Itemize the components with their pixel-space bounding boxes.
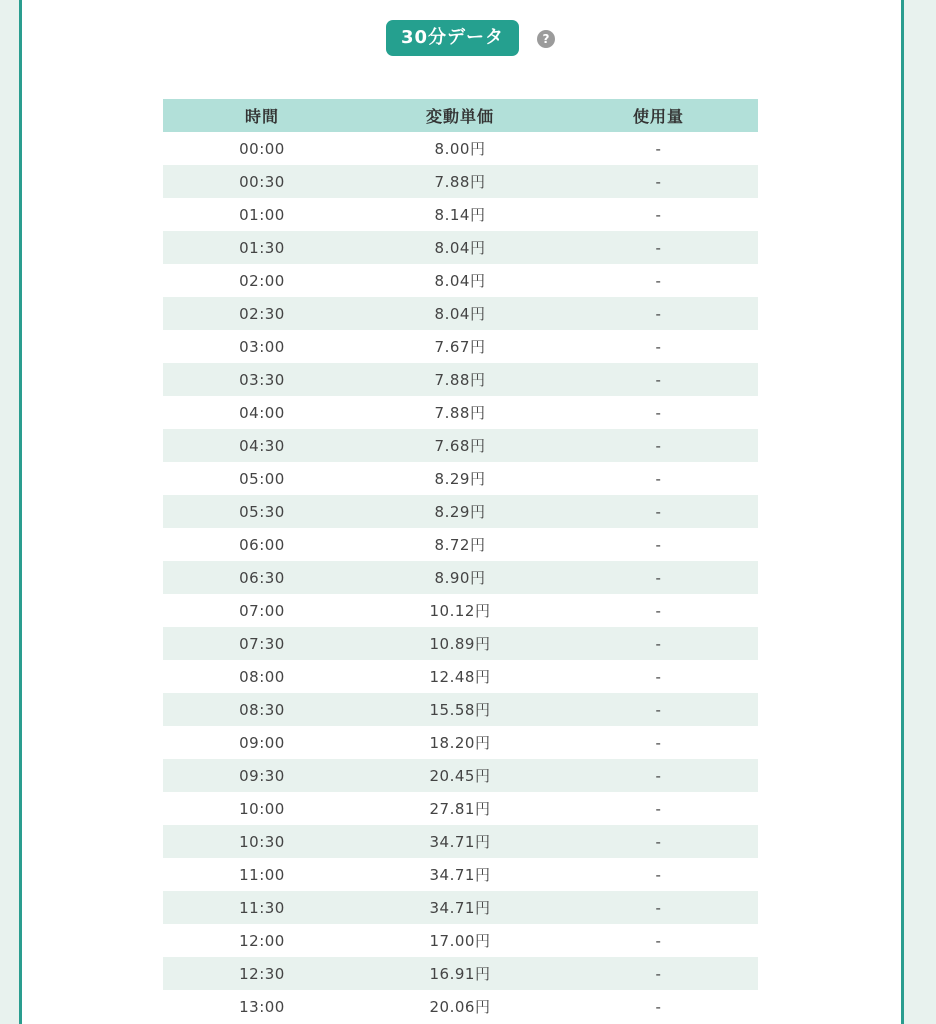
- table-header: [163, 99, 758, 132]
- time-cell: 03:00: [239, 337, 285, 356]
- usage-cell: -: [655, 139, 662, 158]
- time-cell: 00:30: [163, 165, 361, 198]
- table-row: [163, 858, 758, 891]
- usage-cell: -: [655, 799, 662, 818]
- time-cell: 10:30: [163, 825, 361, 858]
- time-cell: 06:30: [163, 561, 361, 594]
- time-cell: 09:00: [239, 733, 285, 752]
- question-circle-icon[interactable]: ?: [537, 30, 555, 48]
- time-cell: 03:30: [163, 363, 361, 396]
- table-row: [163, 297, 758, 330]
- table-row: [163, 594, 758, 627]
- table-row: [163, 891, 758, 924]
- table-row: [163, 396, 758, 429]
- price-cell: 7.88円: [434, 404, 486, 422]
- table-row: [163, 330, 758, 363]
- usage-cell: -: [655, 601, 662, 620]
- price-cell: 18.20円: [429, 734, 491, 752]
- usage-cell: -: [655, 205, 662, 224]
- table-row: [163, 957, 758, 990]
- time-cell: 11:00: [239, 865, 285, 884]
- table-row: [163, 528, 758, 561]
- price-cell: 16.91円: [361, 957, 559, 990]
- time-cell: 05:30: [163, 495, 361, 528]
- table-row: [163, 198, 758, 231]
- price-cell: 10.89円: [361, 627, 559, 660]
- price-cell: 8.04円: [361, 297, 559, 330]
- table-row: [163, 561, 758, 594]
- header-usage: 使用量: [559, 99, 758, 132]
- table-row: [163, 990, 758, 1023]
- price-cell: 34.71円: [361, 891, 559, 924]
- price-cell: 12.48円: [429, 668, 491, 686]
- usage-cell: -: [655, 469, 662, 488]
- time-cell: 00:00: [239, 139, 285, 158]
- price-cell: 8.04円: [361, 231, 559, 264]
- time-cell: 05:00: [239, 469, 285, 488]
- time-cell: 07:30: [163, 627, 361, 660]
- table-body: [163, 132, 758, 1023]
- price-cell: 8.04円: [434, 272, 486, 290]
- usage-cell: -: [655, 403, 662, 422]
- usage-cell: -: [559, 561, 758, 594]
- time-cell: 04:00: [239, 403, 285, 422]
- usage-cell: -: [655, 535, 662, 554]
- usage-cell: -: [559, 165, 758, 198]
- price-cell: 20.06円: [429, 998, 491, 1016]
- header-time: 時間: [163, 99, 361, 132]
- price-cell: 7.88円: [361, 165, 559, 198]
- price-cell: 8.29円: [434, 470, 486, 488]
- table-row: [163, 660, 758, 693]
- price-cell: 7.68円: [361, 429, 559, 462]
- price-table: [163, 99, 758, 1023]
- table-row: [163, 924, 758, 957]
- table-row: [163, 693, 758, 726]
- time-cell: 08:00: [239, 667, 285, 686]
- time-cell: 06:00: [239, 535, 285, 554]
- time-cell: 02:30: [163, 297, 361, 330]
- price-cell: 15.58円: [361, 693, 559, 726]
- usage-cell: -: [559, 627, 758, 660]
- section-header: [22, 20, 901, 56]
- table-row: [163, 462, 758, 495]
- usage-cell: -: [655, 271, 662, 290]
- usage-cell: -: [559, 891, 758, 924]
- table-row: [163, 759, 758, 792]
- usage-cell: -: [559, 429, 758, 462]
- usage-cell: -: [559, 957, 758, 990]
- price-cell: 7.67円: [434, 338, 486, 356]
- price-cell: 17.00円: [429, 932, 491, 950]
- usage-cell: -: [559, 825, 758, 858]
- time-cell: 12:00: [239, 931, 285, 950]
- time-cell: 09:30: [163, 759, 361, 792]
- table-header-row: [163, 99, 758, 132]
- price-cell: 27.81円: [429, 800, 491, 818]
- table-row: [163, 627, 758, 660]
- usage-cell: -: [559, 297, 758, 330]
- table-row: [163, 429, 758, 462]
- usage-cell: -: [655, 337, 662, 356]
- table-row: [163, 825, 758, 858]
- usage-cell: -: [559, 231, 758, 264]
- section-title-badge: 30分データ: [386, 20, 519, 56]
- usage-cell: -: [559, 759, 758, 792]
- time-cell: 11:30: [163, 891, 361, 924]
- time-cell: 02:00: [239, 271, 285, 290]
- price-cell: 7.88円: [361, 363, 559, 396]
- time-cell: 01:00: [239, 205, 285, 224]
- price-cell: 8.00円: [434, 140, 486, 158]
- table-row: [163, 726, 758, 759]
- time-cell: 12:30: [163, 957, 361, 990]
- time-cell: 01:30: [163, 231, 361, 264]
- table-row: [163, 495, 758, 528]
- price-cell: 8.90円: [361, 561, 559, 594]
- price-cell: 8.29円: [361, 495, 559, 528]
- data-panel: [19, 0, 904, 1024]
- price-cell: 34.71円: [361, 825, 559, 858]
- price-cell: 20.45円: [361, 759, 559, 792]
- table-row: [163, 165, 758, 198]
- table-row: [163, 792, 758, 825]
- price-cell: 34.71円: [429, 866, 491, 884]
- header-price: 変動単価: [361, 99, 559, 132]
- price-cell: 8.14円: [434, 206, 486, 224]
- price-cell: 8.72円: [434, 536, 486, 554]
- table-row: [163, 363, 758, 396]
- usage-cell: -: [655, 733, 662, 752]
- table-row: [163, 231, 758, 264]
- time-cell: 07:00: [239, 601, 285, 620]
- usage-cell: -: [655, 931, 662, 950]
- usage-cell: -: [559, 495, 758, 528]
- time-cell: 08:30: [163, 693, 361, 726]
- time-cell: 04:30: [163, 429, 361, 462]
- table-row: [163, 264, 758, 297]
- price-cell: 10.12円: [429, 602, 491, 620]
- time-cell: 13:00: [239, 997, 285, 1016]
- usage-cell: -: [559, 363, 758, 396]
- time-cell: 10:00: [239, 799, 285, 818]
- usage-cell: -: [655, 865, 662, 884]
- usage-cell: -: [655, 997, 662, 1016]
- usage-cell: -: [655, 667, 662, 686]
- usage-cell: -: [559, 693, 758, 726]
- table-row: [163, 132, 758, 165]
